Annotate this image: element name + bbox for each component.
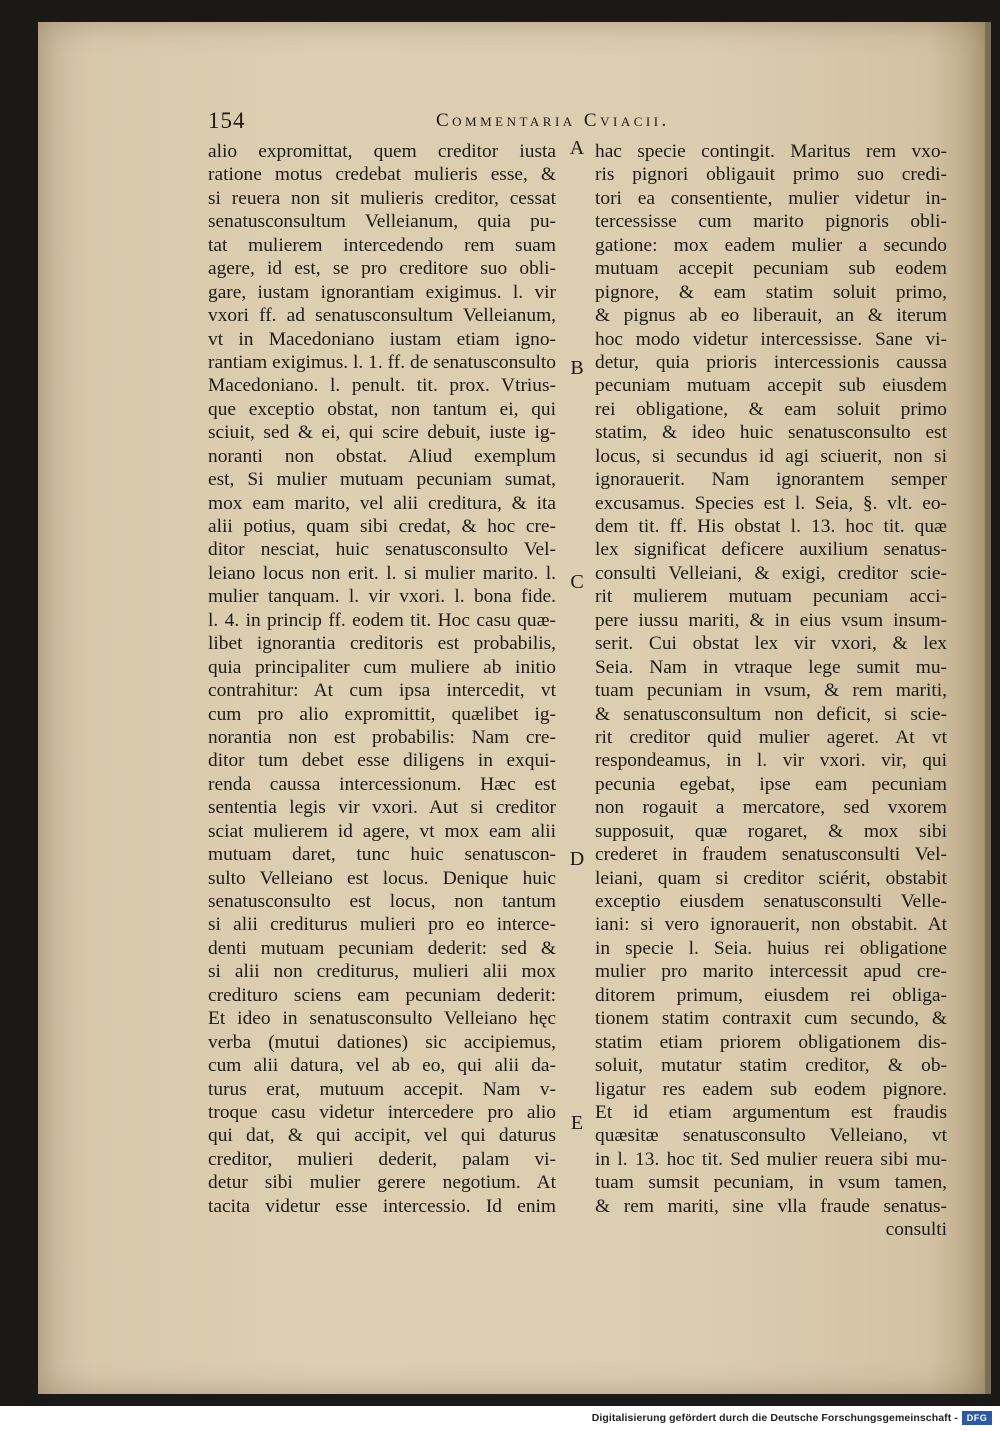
margin-marker-d: D [569,848,585,870]
right-column-line: respondeamus, in l. vir vxori. vir, qui [595,750,947,772]
left-column-line: detur sibi mulier gerere negotium. At [208,1172,556,1194]
right-column-line: lex significat deficere auxilium senatus- [595,539,947,561]
right-column-line: & rem mariti, sine vlla fraude senatus- [595,1195,947,1217]
margin-marker-c: C [570,571,584,593]
left-column-line: gare, iustam ignorantiam exigimus. l. vir [208,281,556,303]
left-column-line: est, Si mulier mutuam pecuniam sumat, [208,469,556,491]
right-column-line: leiani, quam si creditor sciérit, obstabit [595,867,947,889]
right-column-line: iani: si vero ignorauerit, non obstabit. At [595,914,947,936]
right-column-line: exceptio eiusdem senatusconsulti Velle- [595,891,947,912]
left-column-line: tat mulierem intercedendo rem suam [208,234,556,256]
right-column-line: mutuam accepit pecuniam sub eodem [595,258,947,280]
right-column-line: ris pignori obligauit primo suo credi- [595,164,947,186]
page-edge [985,22,991,1394]
left-column-line: mox eam marito, vel alii creditura, & ita [208,492,556,514]
left-column-line: si reuera non sit mulieris creditor, cessat [208,187,556,209]
right-column-line: pecunia egebat, ipse eam pecuniam [595,773,947,795]
right-column-line: supposuit, quæ rogaret, & mox sibi [595,820,947,842]
left-column-line: leiano locus non erit. l. si mulier marito. l. [208,562,556,584]
right-column-line: mulier pro marito intercessit apud cre- [595,961,947,983]
left-column-line: noranti non obstat. Aliud exemplum [208,445,556,467]
left-column-line: si alii non crediturus, mulieri alii mox [208,961,556,983]
running-title: Commentaria Cviacii. [436,110,670,131]
margin-marker-b: B [570,357,584,379]
right-column-line: tercessisse cum marito pignoris obli- [595,211,947,233]
left-column-line: sulto Velleiano est locus. Denique huic [208,867,556,889]
right-column-line: rit mulierem mutuam pecuniam acci- [595,586,947,608]
right-column-line: serit. Cui obstat lex vir vxori, & lex [595,633,947,655]
left-column-line: cum pro alio expromittit, quælibet ig- [208,703,556,725]
right-column-line: Et id etiam argumentum est fraudis [595,1101,947,1123]
right-column-line: pecuniam mutuam accepit sub eiusdem [595,375,947,397]
left-column-line: creditor, mulieri dederit, palam vi- [208,1148,556,1170]
left-column-line: si alii crediturus mulieri pro eo interce- [208,914,556,936]
left-column-line: cum alii datura, vel ab eo, qui alii da- [208,1055,556,1077]
right-column-line: & pignus ab eo liberauit, an & iterum [595,305,947,327]
dfg-logo-icon: DFG [962,1411,992,1425]
page-number: 154 [208,108,246,133]
left-column-line: verba (mutui dationes) sic accipiemus, [208,1031,556,1053]
right-text-column [595,140,947,1242]
right-column-line: locus, si secundus id agi sciuerit, non si [595,445,947,467]
right-column-line: excusamus. Species est l. Seia, §. vlt. eo- [595,492,947,514]
right-column-line: tuam sumsit pecuniam, in vsum tamen, [595,1172,947,1194]
left-column-line: norantia non est probabilis: Nam cre- [208,726,556,748]
right-column-line: quæsitæ senatusconsulto Velleiano, vt [595,1125,947,1147]
left-column-line: l. 4. in princip ff. eodem tit. Hoc casu quæ- [208,609,556,631]
right-column-line: tori ea consentiente, mulier videtur in- [595,187,947,209]
left-column-line: agere, id est, se pro creditore suo obli- [208,258,556,280]
left-column-line: contrahitur: At cum ipsa intercedit, vt [208,680,556,702]
right-column-line: in specie l. Seia. huius rei obligatione [595,937,947,959]
right-column-line: ligatur res eadem sub eodem pignore. [595,1078,947,1100]
right-column-line: statim, & ideo huic senatusconsulto est [595,422,947,444]
right-column-line: pere iussu mariti, & in eius vsum insum- [595,609,947,631]
left-column-line: vxori ff. ad senatusconsultum Velleianum, [208,305,556,327]
right-column-line: pignore, & eam statim soluit primo, [595,281,947,303]
left-column-line: alio expromittat, quem creditor iusta [208,141,556,162]
right-column-line: non rogauit a mercatore, sed vxorem [595,797,947,819]
left-column-line: mutuam daret, tunc huic senatuscon- [208,844,556,866]
left-column-line: Et ideo in senatusconsulto Velleiano hęc [208,1008,556,1030]
right-column-line: statim etiam priorem obligationem dis- [595,1031,947,1053]
right-column-line: dem tit. ff. His obstat l. 13. hoc tit. quæ [595,516,947,537]
left-column-line: ditor nesciat, huic senatusconsulto Vel- [208,539,556,561]
margin-marker-a: A [569,137,585,159]
right-column-line: ignorauerit. Nam ignorantem semper [595,469,947,491]
right-column-line: gatione: mox eadem mulier a secundo [595,234,947,256]
left-column-line: renda caussa intercessionum. Hæc est [208,773,556,795]
right-column-line: ditorem primum, eiusdem rei obliga- [595,984,947,1006]
left-column-line: quia principaliter cum muliere ab initio [208,656,556,678]
left-column-line: tacita videtur esse intercessio. Id enim [208,1195,556,1217]
left-column-line: senatusconsultum Velleianum, quia pu- [208,211,556,233]
footer-bar [0,1406,1000,1431]
left-column-line: alii potius, quam sibi credat, & hoc cre- [208,516,556,537]
page-header [208,108,768,138]
left-column-line: qui dat, & qui accipit, vel qui daturus [208,1125,556,1147]
right-column-line: hoc modo videtur intercessisse. Sane vi- [595,328,947,350]
right-column-line: consulti Velleiani, & exigi, creditor scie- [595,562,947,584]
right-column-line: rit creditor quid mulier ageret. At vt [595,726,947,748]
right-column-line: hac specie contingit. Maritus rem vxo- [595,141,947,162]
left-column-line: vt in Macedoniano iustam etiam igno- [208,328,556,350]
left-column-line: rantiam exigimus. l. 1. ff. de senatusconsulto [208,351,556,373]
left-column-line: sciuit, sed & ei, qui scire debuit, iuste ig- [208,422,556,444]
left-column-line: que exceptio obstat, non tantum ei, qui [208,398,556,420]
footer-credit: Digitalisierung gefördert durch die Deutsche Forschungsgemeinschaft - [591,1412,958,1424]
left-column-line: Macedoniano. l. penult. tit. prox. Vtrius- [208,375,556,397]
left-column-line: troque casu videtur intercedere pro alio [208,1101,556,1123]
left-column-line: turus erat, mutuum accepit. Nam v- [208,1078,556,1100]
right-column-line: consulti [885,1219,947,1241]
left-column-line: denti mutuam pecuniam dederit: sed & [208,937,556,959]
left-column-line: sciat mulierem id agere, vt mox eam alii [208,820,556,842]
right-column-line: & senatusconsultum non deficit, si scie- [595,703,947,725]
left-column-line: libet ignorantia creditoris est probabilis, [208,633,556,655]
right-column-line: Seia. Nam in vtraque lege sumit mu- [595,656,947,678]
left-column-line: crediturо sciens eam pecuniam dederit: [208,984,556,1006]
left-column-line: sententia legis vir vxori. Aut si creditor [208,797,556,819]
right-column-line: crederet in fraudem senatusconsulti Vel- [595,844,947,866]
right-column-line: rei obligatione, & eam soluit primo [595,398,947,420]
left-column-line: ratione motus credebat mulieris esse, & [208,164,556,186]
right-column-line: in l. 13. hoc tit. Sed mulier reuera sibi mu- [595,1148,947,1170]
right-column-line: detur, quia prioris intercessionis caussa [595,351,947,373]
left-text-column [208,140,556,1218]
margin-marker-e: E [570,1112,584,1134]
right-column-line: tionem statim contraxit cum secundo, & [595,1008,947,1030]
left-column-line: ditor tum debet esse diligens in exqui- [208,750,556,772]
left-column-line: mulier tanquam. l. vir vxori. l. bona fide. [208,586,556,608]
left-column-line: senatusconsulto est locus, non tantum [208,891,556,912]
right-column-line: soluit, mutatur statim creditor, & ob- [595,1055,947,1077]
right-column-line: tuam pecuniam in vsum, & rem mariti, [595,680,947,702]
